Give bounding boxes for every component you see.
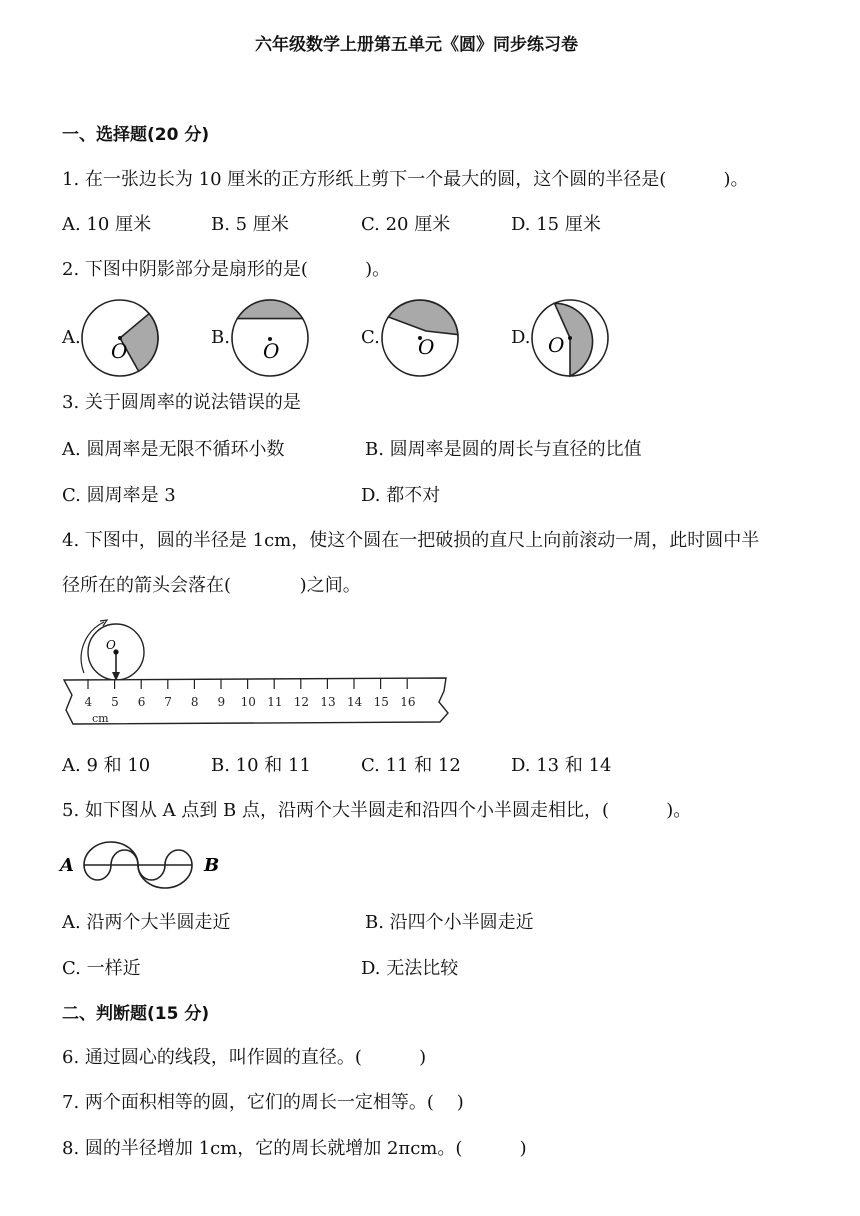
section-multiple-choice-heading: 一、选择题(20 分) xyxy=(62,125,210,145)
ruler-number-label: 13 xyxy=(320,695,336,709)
question-5-option-b: B. 沿四个小半圆走近 xyxy=(365,912,534,933)
ruler-number-label: 16 xyxy=(400,695,416,709)
ruler-number-label: 12 xyxy=(293,695,310,709)
question-1-option-a: A. 10 厘米 xyxy=(62,214,152,235)
question-3-stem: 3. 关于圆周率的说法错误的是 xyxy=(62,392,301,413)
ruler-number-label: 7 xyxy=(164,695,172,709)
ruler-unit-label: cm xyxy=(92,712,109,725)
question-7: 7. 两个面积相等的圆，它们的周长一定相等。( ) xyxy=(62,1092,464,1113)
question-2-figure-b xyxy=(228,298,316,382)
worksheet-title: 六年级数学上册第五单元《圆》同步练习卷 xyxy=(255,35,578,55)
question-2-option-a-label: A. xyxy=(62,327,81,348)
center-o-label: O xyxy=(263,339,280,363)
question-4-option-c: C. 11 和 12 xyxy=(361,755,461,776)
center-o-label: O xyxy=(418,335,435,359)
question-1-option-c: C. 20 厘米 xyxy=(361,214,451,235)
ruler-number-label: 15 xyxy=(373,695,389,709)
center-o-label: O xyxy=(111,339,128,363)
question-5-semicircle-figure xyxy=(58,836,228,896)
question-1-option-d: D. 15 厘米 xyxy=(511,214,601,235)
question-5-option-d: D. 无法比较 xyxy=(361,958,459,979)
question-4-option-d: D. 13 和 14 xyxy=(511,755,612,776)
ruler-number-label: 9 xyxy=(217,695,226,709)
question-2-figure-a xyxy=(78,298,166,382)
question-1-option-b: B. 5 厘米 xyxy=(211,214,289,235)
ruler-number-label: 5 xyxy=(111,695,119,709)
question-2-option-d-label: D. xyxy=(511,327,531,348)
center-o-label: O xyxy=(106,638,116,652)
center-o-label: O xyxy=(548,333,565,357)
question-4-option-b: B. 10 和 11 xyxy=(211,755,311,776)
question-2-stem: 2. 下图中阴影部分是扇形的是( )。 xyxy=(62,259,391,280)
question-1-stem: 1. 在一张边长为 10 厘米的正方形纸上剪下一个最大的圆，这个圆的半径是( )。 xyxy=(62,169,749,190)
question-2-figure-c xyxy=(378,298,466,382)
question-8: 8. 圆的半径增加 1cm，它的周长就增加 2πcm。( ) xyxy=(62,1138,527,1159)
question-4-ruler-figure xyxy=(60,615,455,740)
ruler-number-label: 8 xyxy=(190,695,199,709)
ruler-number-label: 10 xyxy=(240,695,256,709)
question-2-option-b-label: B. xyxy=(211,327,230,348)
question-3-option-c: C. 圆周率是 3 xyxy=(62,485,176,506)
question-5-stem: 5. 如下图从 A 点到 B 点，沿两个大半圆走和沿四个小半圆走相比，( )。 xyxy=(62,800,692,821)
question-4-stem-line-1: 4. 下图中，圆的半径是 1cm，使这个圆在一把破损的直尺上向前滚动一周，此时圆中半 xyxy=(62,530,760,551)
section-true-false-heading: 二、判断题(15 分) xyxy=(62,1004,210,1024)
question-4-option-a: A. 9 和 10 xyxy=(62,755,151,776)
question-3-option-d: D. 都不对 xyxy=(361,485,441,506)
question-5-option-a: A. 沿两个大半圆走近 xyxy=(62,912,231,933)
point-a-label: A xyxy=(60,855,74,876)
question-3-option-b: B. 圆周率是圆的周长与直径的比值 xyxy=(365,439,642,460)
ruler-number-label: 14 xyxy=(347,695,363,709)
ruler-number-label: 6 xyxy=(137,695,146,709)
ruler-number-label: 11 xyxy=(267,695,283,709)
question-4-stem-line-2: 径所在的箭头会落在( )之间。 xyxy=(62,575,361,596)
question-3-option-a: A. 圆周率是无限不循环小数 xyxy=(62,439,285,460)
question-2-option-c-label: C. xyxy=(361,327,380,348)
question-2-figure-d xyxy=(528,298,616,382)
question-6: 6. 通过圆心的线段，叫作圆的直径。( ) xyxy=(62,1047,427,1068)
question-5-option-c: C. 一样近 xyxy=(62,958,141,979)
point-b-label: B xyxy=(204,855,220,876)
ruler-number-label: 4 xyxy=(84,695,93,709)
